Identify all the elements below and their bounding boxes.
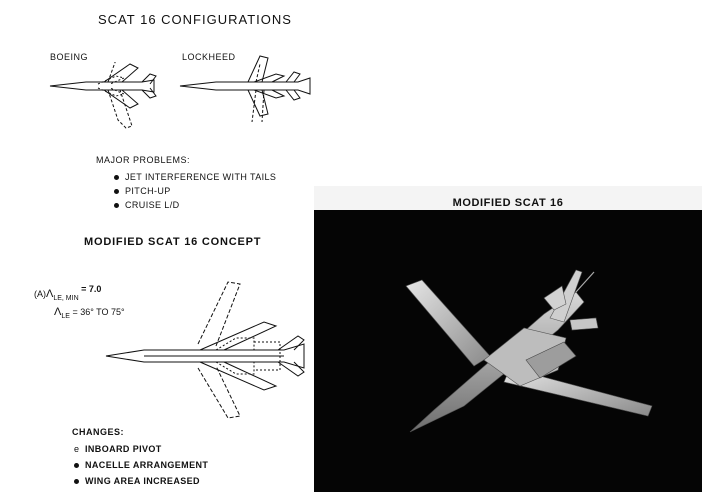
boeing-label: BOEING <box>50 52 89 62</box>
bullet-letter: e <box>74 444 80 454</box>
sweep-equation-min: $(A)\Lambda_{LE, MIN} = 7.0$ <box>34 284 102 302</box>
major-problems-heading: MAJOR PROBLEMS: <box>96 155 191 165</box>
configurations-title: SCAT 16 CONFIGURATIONS <box>98 12 292 27</box>
list-item: e INBOARD PIVOT <box>74 444 162 454</box>
list-item: WING AREA INCREASED <box>74 473 208 489</box>
lockheed-planform-drawing <box>176 52 316 124</box>
modified-concept-planform-drawing <box>104 280 314 420</box>
photo-caption: MODIFIED SCAT 16 <box>314 186 702 210</box>
boeing-planform-drawing <box>46 62 164 134</box>
bullet-icon <box>114 203 119 208</box>
bullet-icon <box>114 175 119 180</box>
model-photo <box>314 186 702 492</box>
major-problems-list <box>114 170 276 212</box>
bullet-icon <box>74 463 79 468</box>
list-item: PITCH-UP <box>114 184 276 198</box>
lockheed-label: LOCKHEED <box>182 52 236 62</box>
bullet-icon <box>74 479 79 484</box>
list-item: CRUISE L/D <box>114 198 276 212</box>
sweep-equation-range: $\Lambda_{LE} = 36^\circ$ TO 75° <box>54 306 125 320</box>
list-item: NACELLE ARRANGEMENT <box>74 457 208 473</box>
aircraft-model-image <box>314 210 702 492</box>
changes-heading: CHANGES: <box>72 427 125 437</box>
changes-list <box>74 441 208 489</box>
concept-title: MODIFIED SCAT 16 CONCEPT <box>84 236 262 248</box>
list-item: JET INTERFERENCE WITH TAILS <box>114 170 276 184</box>
bullet-icon <box>114 189 119 194</box>
